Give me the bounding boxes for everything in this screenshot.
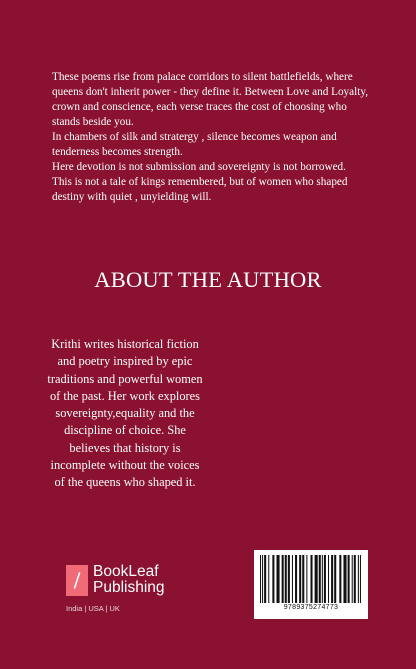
barcode-bar — [331, 555, 333, 603]
blurb-paragraph-2: In chambers of silk and stratergy , silence becomes weapon and tenderness becomes strength. — [52, 131, 337, 158]
barcode-bar — [339, 555, 341, 603]
barcode-bar — [268, 555, 269, 603]
isbn-number: 9789375274773 — [283, 604, 339, 611]
blurb-paragraph-4: This is not a tale of kings remembered, but of women who shaped destiny with quiet , unyielding will. — [52, 176, 348, 203]
barcode-bar — [306, 555, 307, 603]
author-bio: Krithi writes historical fiction and poetry inspired by epic traditions and powerful women of the past. Her work explores sovereignty,equality and the discipline of choice. She believes that history is incomplete without the voices of the queens who shaped it. — [47, 337, 203, 490]
barcode-bar — [324, 555, 326, 603]
barcode-bar — [343, 555, 346, 603]
barcode-bar — [276, 555, 279, 603]
barcode-bar — [358, 555, 359, 603]
publisher-name-line2: Publishing — [93, 579, 165, 596]
barcode-bar — [272, 555, 274, 603]
bookleaf-slash-logo-icon — [66, 565, 88, 596]
barcode-bar — [354, 555, 356, 603]
isbn-barcode — [254, 550, 368, 619]
publisher-name-line1: BookLeaf — [93, 563, 159, 580]
barcode-bar — [334, 555, 336, 603]
publisher-name — [93, 564, 165, 596]
barcode-bar — [295, 555, 297, 603]
barcode-bars — [260, 555, 362, 603]
publisher-logo-block — [66, 565, 236, 625]
barcode-bar — [260, 555, 261, 603]
barcode-bar — [328, 555, 329, 603]
barcode-bar — [282, 555, 284, 603]
blurb-paragraph-3: Here devotion is not submission and sovereignty is not borrowed. — [52, 161, 346, 173]
barcode-bar — [292, 555, 293, 603]
barcode-bar — [262, 555, 263, 603]
barcode-bar — [322, 555, 323, 603]
barcode-bar — [319, 555, 321, 603]
barcode-bar — [352, 555, 353, 603]
barcode-bar — [310, 555, 312, 603]
barcode-bar — [264, 555, 266, 603]
blurb-paragraph-1: These poems rise from palace corridors to silent battlefields, where queens don't inherit power - they define it. Between Love and Loyalty, crown and conscience, each verse traces the cost of choosing who stands beside you. — [52, 71, 368, 128]
barcode-bar — [299, 555, 301, 603]
barcode-bar — [302, 555, 304, 603]
barcode-bar — [315, 555, 318, 603]
barcode-bar — [288, 555, 290, 603]
blurb — [52, 70, 370, 205]
about-author-heading: ABOUT THE AUTHOR — [94, 267, 322, 292]
barcode-bar — [360, 555, 361, 603]
barcode-bar — [348, 555, 350, 603]
barcode-bar — [285, 555, 287, 603]
publisher-regions: India | USA | UK — [66, 604, 120, 613]
